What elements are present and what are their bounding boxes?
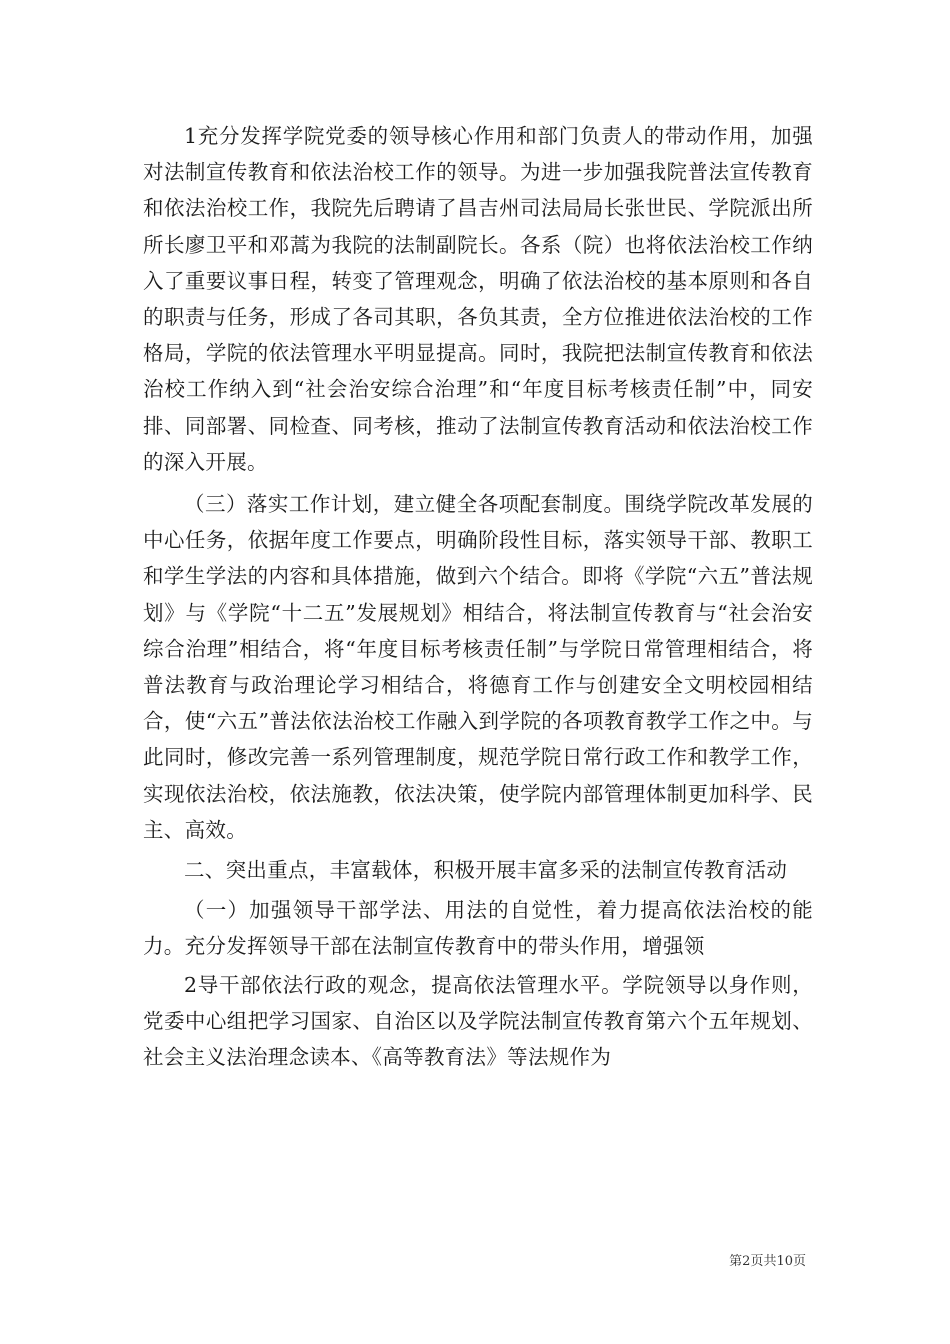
page-number: 第2页共10页: [729, 1254, 806, 1269]
paragraph-continuation: 2导干部依法行政的观念，提高依法管理水平。学院领导以身作则，党委中心组把学习国家、自治区以及学院法制宣传教育第六个五年规划、社会主义法治理念读本、《高等教育法》等法规作为: [143, 972, 813, 1070]
paragraph-work-plan: （三）落实工作计划，建立健全各项配套制度。围绕学院改革发展的中心任务，依据年度工作要点，明确阶段性目标，落实领导干部、教职工和学生学法的内容和具体措施，做到六个结合。即将《学院“六五”普法规划》与《学院“十二五”发展规划》相结合，将法制宣传教育与“社会治安综合治理”相结合，将“年度目标考核责任制”与学院日常管理相结合，将普法教育与政治理论学习相结合，将德育工作与创建安全文明校园相结合，使“六五”普法依法治校工作融入到学院的各项教育教学工作之中。与此同时，修改完善一系列管理制度，规范学院日常行政工作和教学工作，实现依法治校，依法施教，依法决策，使学院内部管理体制更加科学、民主、高效。: [143, 492, 813, 842]
document-body: [143, 118, 813, 1075]
paragraph-cadre-study: （一）加强领导干部学法、用法的自觉性，着力提高依法治校的能力。充分发挥领导干部在法制宣传教育中的带头作用，增强领: [143, 898, 813, 959]
paragraph-leadership: 1充分发挥学院党委的领导核心作用和部门负责人的带动作用，加强对法制宣传教育和依法治校工作的领导。为进一步加强我院普法宣传教育和依法治校工作，我院先后聘请了昌吉州司法局局长张世民、学院派出所所长廖卫平和邓蒿为我院的法制副院长。各系（院）也将依法治校工作纳入了重要议事日程，转变了管理观念，明确了依法治校的基本原则和各自的职责与任务，形成了各司其职，各负其责，全方位推进依法治校的工作格局，学院的依法管理水平明显提高。同时，我院把法制宣传教育和依法治校工作纳入到“社会治安综合治理”和“年度目标考核责任制”中，同安排、同部署、同检查、同考核，推动了法制宣传教育活动和依法治校工作的深入开展。: [143, 124, 813, 474]
section-heading-two: 二、突出重点，丰富载体，积极开展丰富多采的法制宣传教育活动: [184, 858, 788, 883]
